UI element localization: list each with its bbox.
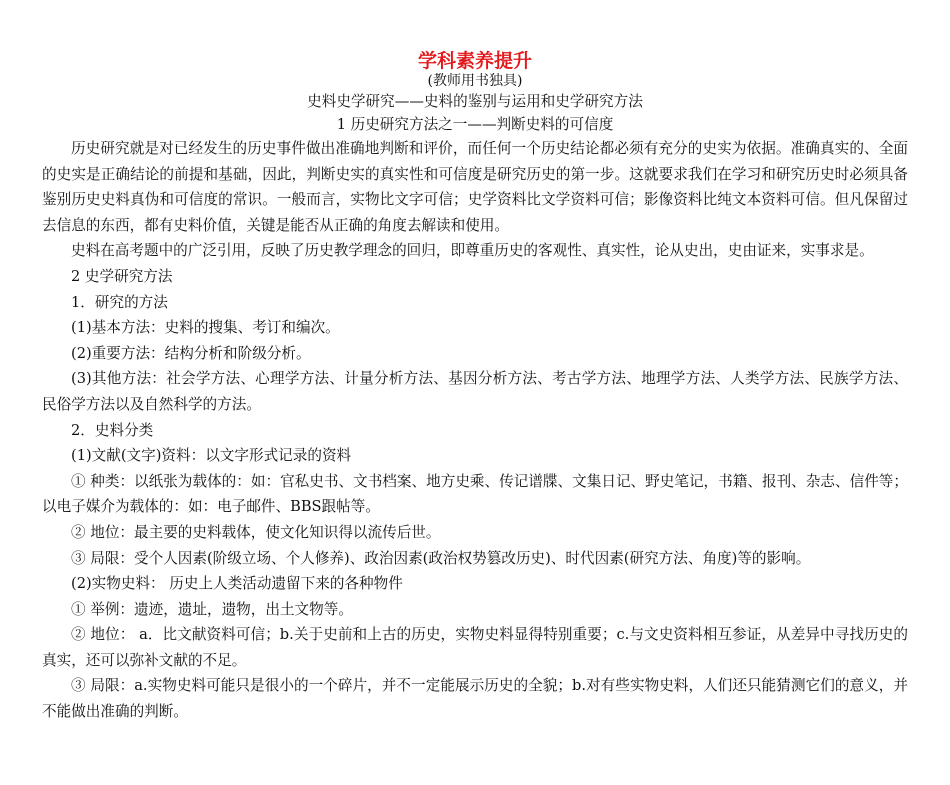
methods-heading: 1．研究的方法	[71, 293, 168, 311]
method-other: (3)其他方法：社会学方法、心理学方法、计量分析方法、基因分析方法、考古学方法、地理学方法、人类学方法、民族学方法、民俗学方法以及自然科学的方法。	[42, 370, 908, 413]
physical-examples: ① 举例：遗迹，遗址，遗物，出土文物等。	[71, 600, 353, 618]
page-title: 学科素养提升	[417, 50, 532, 72]
written-status: ② 地位：最主要的史料载体，使文化知识得以流传后世。	[71, 523, 441, 541]
paragraph-exam-usage: 史料在高考题中的广泛引用，反映了历史教学理念的回归，即尊重历史的客观性、真实性，论从史出，史由证来，实事求是。	[71, 242, 874, 260]
document-page	[42, 50, 908, 725]
method-basic: (1)基本方法：史料的搜集、考订和编次。	[71, 319, 340, 337]
classification-heading: 2．史料分类	[71, 421, 154, 439]
method-important: (2)重要方法：结构分析和阶级分析。	[71, 344, 311, 362]
written-types: ① 种类：以纸张为载体的：如：官私史书、文书档案、地方史乘、传记谱牒、文集日记、野史笔记，书籍、报刊、杂志、信件等；以电子媒介为载体的：如：电子邮件、BBS跟帖等。	[42, 472, 908, 516]
physical-status: ② 地位： a．比文献资料可信；b.关于史前和上古的历史，实物史料显得特别重要；c.与文史资料相互参证，从差异中寻找历史的真实，还可以弥补文献的不足。	[42, 626, 908, 669]
section-1-heading: 1 历史研究方法之一——判断史料的可信度	[336, 116, 614, 133]
written-sources-heading: (1)文献(文字)资料：以文字形式记录的资料	[71, 447, 352, 465]
physical-sources-heading: (2)实物史料： 历史上人类活动遗留下来的各种物件	[71, 575, 403, 593]
section-2-heading: 2 史学研究方法	[71, 267, 173, 285]
physical-limits: ③ 局限：a.实物史料可能只是很小的一个碎片，并不一定能展示历史的全貌；b.对有些实物史料，人们还只能猜测它们的意义，并不能做出准确的判断。	[42, 677, 908, 721]
topic-heading: 史料史学研究——史料的鉴别与运用和史学研究方法	[307, 93, 643, 110]
written-limits: ③ 局限：受个人因素(阶级立场、个人修养)、政治因素(政治权势篡改历史)、时代因素(研究方法、角度)等的影响。	[71, 549, 811, 567]
paragraph-credibility: 历史研究就是对已经发生的历史事件做出准确地判断和评价，而任何一个历史结论都必须有充分的史实为依据。准确真实的、全面的史实是正确结论的前提和基础，因此，判断史实的真实性和可信度是研究历史的第一步。这就要求我们在学习和研究历史时必须具备鉴别历史史料真伪和可信度的常识。一般而言，实物比文字可信；史学资料比文学资料可信；影像资料比纯文本资料可信。但凡保留过去信息的东西，都有史料价值，关键是能否从正确的角度去解读和使用。	[42, 140, 908, 234]
teacher-note: (教师用书独具)	[427, 73, 523, 89]
